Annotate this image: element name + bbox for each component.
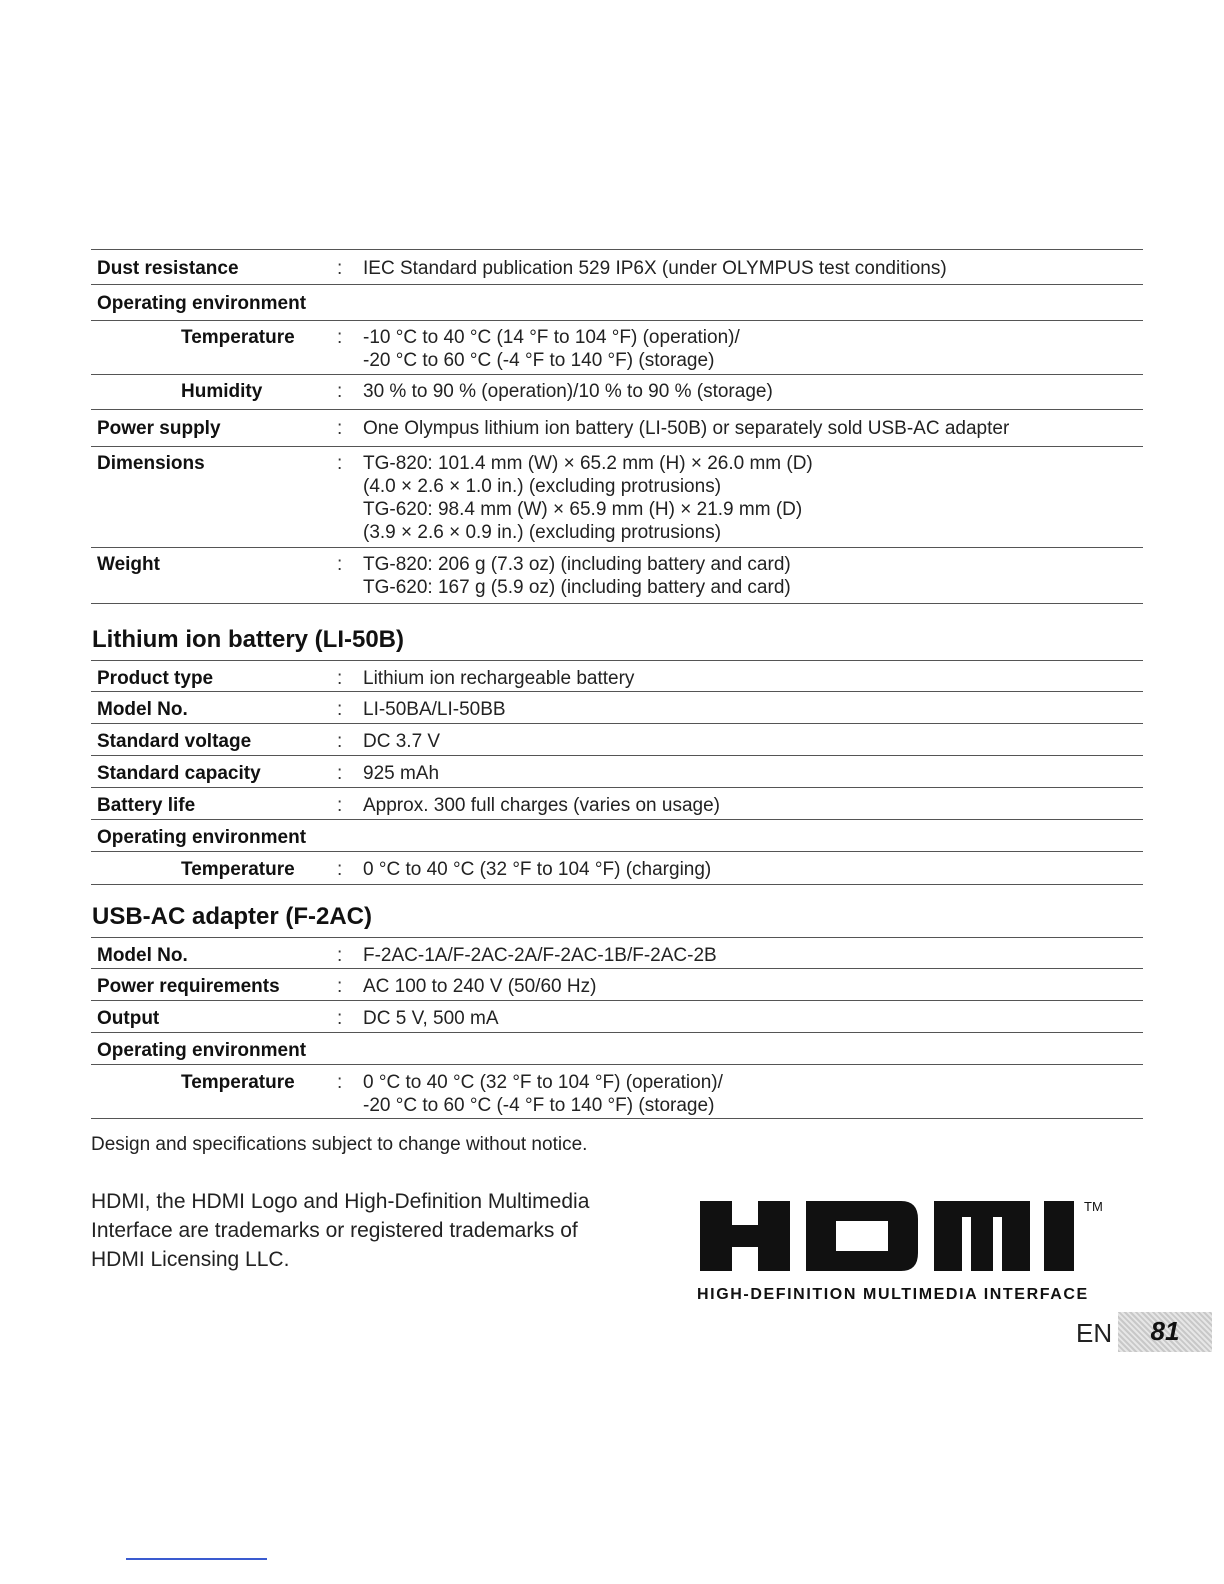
spec-row-battery-life (91, 788, 1143, 820)
spec-row-weight (91, 548, 1143, 604)
colon: : (337, 976, 343, 997)
spec-row-product-type (91, 660, 1143, 692)
adapter-spec-table (91, 937, 1143, 1119)
value-line: -20 °C to 60 °C (-4 °F to 140 °F) (storage) (363, 350, 715, 371)
notice-line: HDMI, the HDMI Logo and High-Definition Multimedia (91, 1190, 590, 1213)
spec-value: One Olympus lithium ion battery (LI-50B) or separately sold USB-AC adapter (363, 418, 1010, 439)
spec-value: AC 100 to 240 V (50/60 Hz) (363, 976, 597, 997)
trademark-symbol: TM (1084, 1199, 1103, 1214)
colon: : (337, 453, 343, 474)
value-line: -20 °C to 60 °C (-4 °F to 140 °F) (storage) (363, 1095, 715, 1116)
spec-label: Humidity (181, 381, 263, 402)
spec-row-operating-environment (91, 1033, 1143, 1065)
spec-value: IEC Standard publication 529 IP6X (under OLYMPUS test conditions) (363, 258, 947, 279)
spec-row-output (91, 1001, 1143, 1033)
spec-row-temperature (91, 1065, 1143, 1119)
spec-row-standard-voltage (91, 724, 1143, 756)
spec-row-operating-environment (91, 820, 1143, 852)
colon: : (337, 699, 343, 720)
spec-label: Dimensions (97, 453, 205, 474)
battery-spec-table (91, 660, 1143, 885)
adapter-heading: USB-AC adapter (F-2AC) (92, 903, 373, 930)
colon: : (337, 859, 343, 880)
notice-line: HDMI Licensing LLC. (91, 1248, 290, 1271)
footer-rule (126, 1558, 267, 1560)
value-line: TG-620: 98.4 mm (W) × 65.9 mm (H) × 21.9 mm (D) (363, 499, 803, 520)
value-line: 0 °C to 40 °C (32 °F to 104 °F) (operation)/ (363, 1072, 723, 1093)
value-line: -10 °C to 40 °C (14 °F to 104 °F) (operation)/ (363, 327, 740, 348)
colon: : (337, 731, 343, 752)
colon: : (337, 668, 343, 689)
spec-label: Weight (97, 554, 160, 575)
colon: : (337, 763, 343, 784)
spec-row-power-requirements (91, 969, 1143, 1001)
spec-value: LI-50BA/LI-50BB (363, 699, 506, 720)
spec-value: F-2AC-1A/F-2AC-2A/F-2AC-1B/F-2AC-2B (363, 945, 717, 966)
spec-change-notice: Design and specifications subject to change without notice. (91, 1134, 588, 1155)
spec-row-dimensions (91, 447, 1143, 548)
colon: : (337, 945, 343, 966)
spec-label: Operating environment (97, 827, 307, 848)
spec-value: Lithium ion rechargeable battery (363, 668, 635, 689)
spec-value: DC 3.7 V (363, 731, 441, 752)
spec-label: Product type (97, 668, 214, 689)
spec-label: Operating environment (97, 1040, 307, 1061)
spec-value (363, 452, 813, 544)
spec-value: DC 5 V, 500 mA (363, 1008, 499, 1029)
spec-row-dust-resistance (91, 249, 1143, 285)
spec-label: Model No. (97, 699, 188, 720)
spec-label: Power supply (97, 418, 221, 439)
spec-value: Approx. 300 full charges (varies on usage) (363, 795, 720, 816)
spec-label: Operating environment (97, 293, 307, 314)
spec-row-standard-capacity (91, 756, 1143, 788)
value-line: TG-820: 206 g (7.3 oz) (including battery and card) (363, 554, 791, 575)
colon: : (337, 1072, 343, 1093)
page-language: EN (1076, 1318, 1113, 1348)
spec-value: 30 % to 90 % (operation)/10 % to 90 % (storage) (363, 381, 773, 402)
spec-value: 925 mAh (363, 763, 440, 784)
spec-row-power-supply (91, 410, 1143, 447)
notice-line: Interface are trademarks or registered trademarks of (91, 1219, 578, 1242)
spec-label: Battery life (97, 795, 196, 816)
spec-label: Power requirements (97, 976, 280, 997)
spec-label: Temperature (181, 859, 295, 880)
spec-label: Model No. (97, 945, 188, 966)
spec-label: Temperature (181, 1072, 295, 1093)
spec-value (363, 1071, 723, 1117)
hdmi-trademark-notice (91, 1187, 611, 1274)
page-number-badge (1118, 1312, 1212, 1352)
value-line: (3.9 × 2.6 × 0.9 in.) (excluding protrusions) (363, 522, 722, 543)
spec-row-operating-environment (91, 285, 1143, 321)
spec-label: Temperature (181, 327, 295, 348)
spec-label: Output (97, 1008, 160, 1029)
spec-value (363, 553, 791, 599)
value-line: TG-620: 167 g (5.9 oz) (including battery and card) (363, 577, 791, 598)
colon: : (337, 258, 343, 279)
spec-label: Dust resistance (97, 258, 239, 279)
spec-row-humidity (91, 375, 1143, 410)
spec-row-model-no (91, 937, 1143, 969)
value-line: TG-820: 101.4 mm (W) × 65.2 mm (H) × 26.0 mm (D) (363, 453, 813, 474)
camera-spec-table (91, 249, 1143, 604)
colon: : (337, 327, 343, 348)
battery-heading: Lithium ion battery (LI-50B) (92, 626, 404, 653)
colon: : (337, 418, 343, 439)
colon: : (337, 381, 343, 402)
spec-row-temperature (91, 852, 1143, 885)
spec-value (363, 326, 740, 372)
hdmi-tagline: HIGH-DEFINITION MULTIMEDIA INTERFACE (697, 1286, 1089, 1303)
colon: : (337, 554, 343, 575)
spec-label: Standard voltage (97, 731, 252, 752)
spec-label: Standard capacity (97, 763, 261, 784)
colon: : (337, 795, 343, 816)
colon: : (337, 1008, 343, 1029)
value-line: (4.0 × 2.6 × 1.0 in.) (excluding protrusions) (363, 476, 722, 497)
page-number: 81 (1150, 1316, 1180, 1346)
spec-row-temperature (91, 321, 1143, 375)
spec-row-model-no (91, 692, 1143, 724)
spec-value: 0 °C to 40 °C (32 °F to 104 °F) (charging) (363, 859, 712, 880)
